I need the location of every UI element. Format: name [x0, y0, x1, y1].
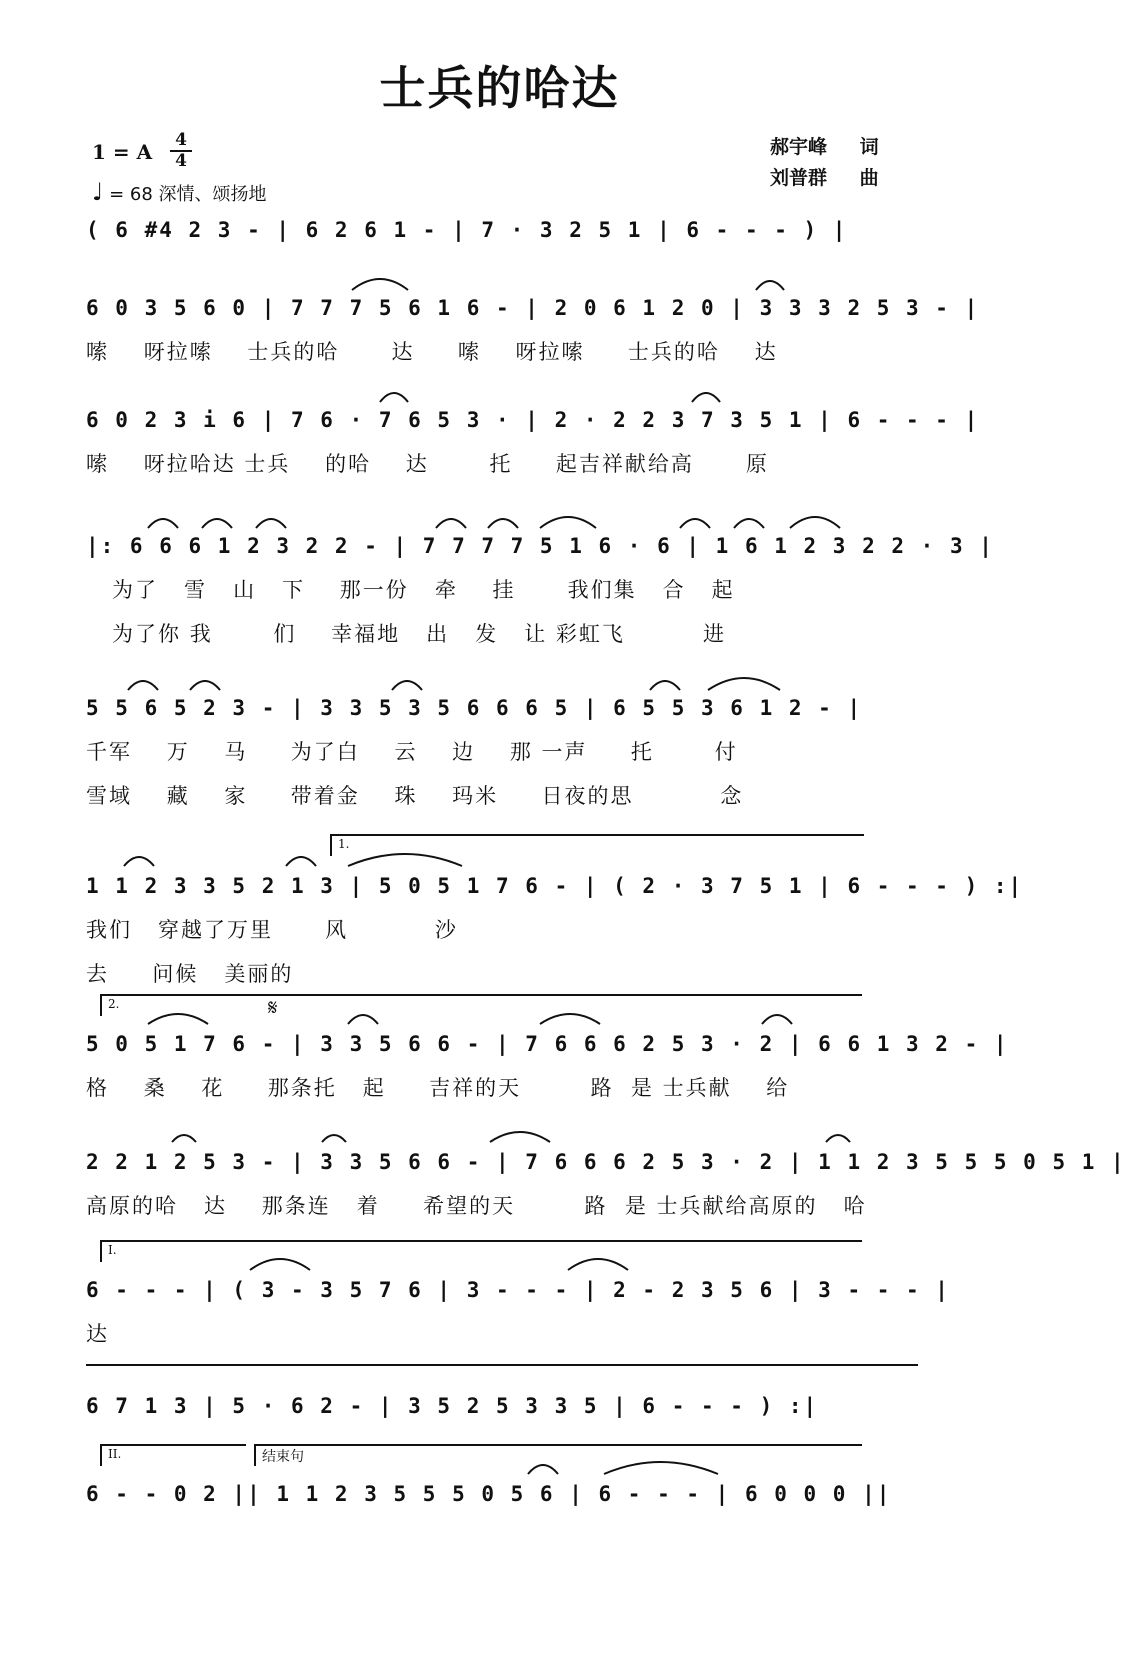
lyricist-role: 词	[859, 136, 879, 158]
volta-ending-II: II.	[100, 1444, 246, 1466]
slur	[124, 857, 154, 866]
slur	[604, 1462, 718, 1474]
slur	[348, 854, 462, 866]
volta-first-ending: 1.	[330, 834, 864, 856]
score-line: |: 6 6 6 1 2 3 2 2 - | 7 7 7 7 5 1 6 · 6 | 1 6 1 2 3 2 2 · 3 |	[86, 534, 994, 558]
segno-icon: 𝄋	[268, 996, 278, 1021]
score-line: 6 7 1 3 | 5 · 6 2 - | 3 5 2 5 3 3 5 | 6 - - - ) :|	[86, 1394, 819, 1418]
slur	[528, 1465, 558, 1474]
score-line: 2 2 1 2 5 3 - | 3 3 5 6 6 - | 7 6 6 6 2 5 3 · 2 | 1 1 2 3 5 5 5 0 5 1 |	[86, 1150, 1126, 1174]
slur	[826, 1135, 850, 1142]
score-line: 5 0 5 1 7 6 - | 3 3 5 6 6 - | 7 6 6 6 2 5 3 · 2 | 6 6 1 3 2 - |	[86, 1032, 1009, 1056]
time-signature-bottom: 4	[175, 151, 187, 171]
lyrics-verse-2: 雪域 藏 家 带着金 珠 玛米 日夜的思 念	[86, 784, 744, 808]
slur	[488, 519, 518, 528]
slur	[380, 393, 408, 402]
lyrics-verse-2: 去 问候 美丽的	[86, 962, 294, 986]
score-line: 5 5 6 5 2 3 - | 3 3 5 3 5 6 6 6 5 | 6 5 5 3 6 1 2 - |	[86, 696, 863, 720]
time-signature-top: 4	[175, 130, 187, 150]
lyrics-line: 嗦 呀拉嗦 士兵的哈 达 嗦 呀拉嗦 士兵的哈 达	[86, 340, 778, 364]
slur	[286, 857, 316, 866]
ending-label: 结束句	[254, 1446, 304, 1466]
slur	[172, 1135, 196, 1142]
lyricist-name: 郝宇峰	[770, 136, 828, 158]
slur	[756, 281, 784, 290]
slur	[190, 681, 220, 690]
lyrics-verse-1: 千军 万 马 为了白 云 边 那 一声 托 付	[86, 740, 738, 764]
key-signature: 1 = A	[92, 140, 153, 164]
composer-name: 刘普群	[770, 167, 828, 189]
slur	[734, 519, 764, 528]
score-line: 6 0 3 5 6 0 | 7 7 7 5 6 1 6 - | 2 0 6 1 2 0 | 3 3 3 2 5 3 - |	[86, 296, 980, 320]
lyrics-line: 达	[86, 1322, 109, 1346]
slur	[250, 1259, 310, 1270]
lyrics-verse-1: 我们 穿越了万里 风 沙	[86, 918, 458, 942]
slur	[436, 519, 466, 528]
slur	[568, 1259, 628, 1270]
slur	[322, 1135, 346, 1142]
slur	[762, 1015, 792, 1024]
lyrics-verse-2: 为了你 我 们 幸福地 出 发 让 彩虹飞 进	[86, 622, 726, 646]
score-line: ( 6 #4 2 3 - | 6 2 6 1 - | 7 · 3 2 5 1 | 6 - - - ) |	[86, 218, 848, 242]
composer-role: 曲	[859, 167, 879, 189]
slur	[680, 519, 710, 528]
score-line: 6 - - - | ( 3 - 3 5 7 6 | 3 - - - | 2 - 2 3 5 6 | 3 - - - |	[86, 1278, 950, 1302]
slur	[540, 517, 596, 528]
tempo-text: = 68 深情、颂扬地	[109, 184, 267, 205]
slur	[708, 678, 780, 690]
quarter-note-icon: ♩	[92, 178, 104, 206]
slur	[348, 1015, 378, 1024]
score-line: 6 - - 0 2 || 1 1 2 3 5 5 5 0 5 6 | 6 - - - | 6 0 0 0 ||	[86, 1482, 892, 1506]
slur	[540, 1014, 600, 1024]
slur	[490, 1132, 550, 1142]
score-line: 1 1 2 3 3 5 2 1 3 | 5 0 5 1 7 6 - | ( 2 · 3 7 5 1 | 6 - - - ) :|	[86, 874, 1024, 898]
slur	[650, 681, 680, 690]
volta-ending-I: I.	[100, 1240, 862, 1262]
slur	[148, 1014, 208, 1024]
volta-second-ending: 2.	[100, 994, 862, 1016]
slur	[392, 681, 422, 690]
song-title: 士兵的哈达	[379, 61, 620, 115]
slur	[692, 393, 720, 402]
lyrics-line: 嗦 呀拉哈达 士兵 的哈 达 托 起吉祥献给高 原	[86, 452, 769, 476]
slur	[256, 519, 286, 528]
lyrics-verse-1: 为了 雪 山 下 那一份 牵 挂 我们集 合 起	[86, 578, 735, 602]
lyrics-line: 格 桑 花 那条托 起 吉祥的天 路 是 士兵献 给	[86, 1076, 790, 1100]
slur	[148, 519, 178, 528]
score-line: 6 0 2 3 i 6 | 7 6 · 7 6 5 3 · | 2 · 2 2 3 7 3 5 1 | 6 - - - |	[86, 408, 980, 432]
slur	[202, 519, 232, 528]
lyrics-line: 高原的哈 达 那条连 着 希望的天 路 是 士兵献给高原的 哈	[86, 1194, 867, 1218]
slur	[790, 517, 840, 528]
slur	[128, 681, 158, 690]
slur	[352, 279, 408, 290]
